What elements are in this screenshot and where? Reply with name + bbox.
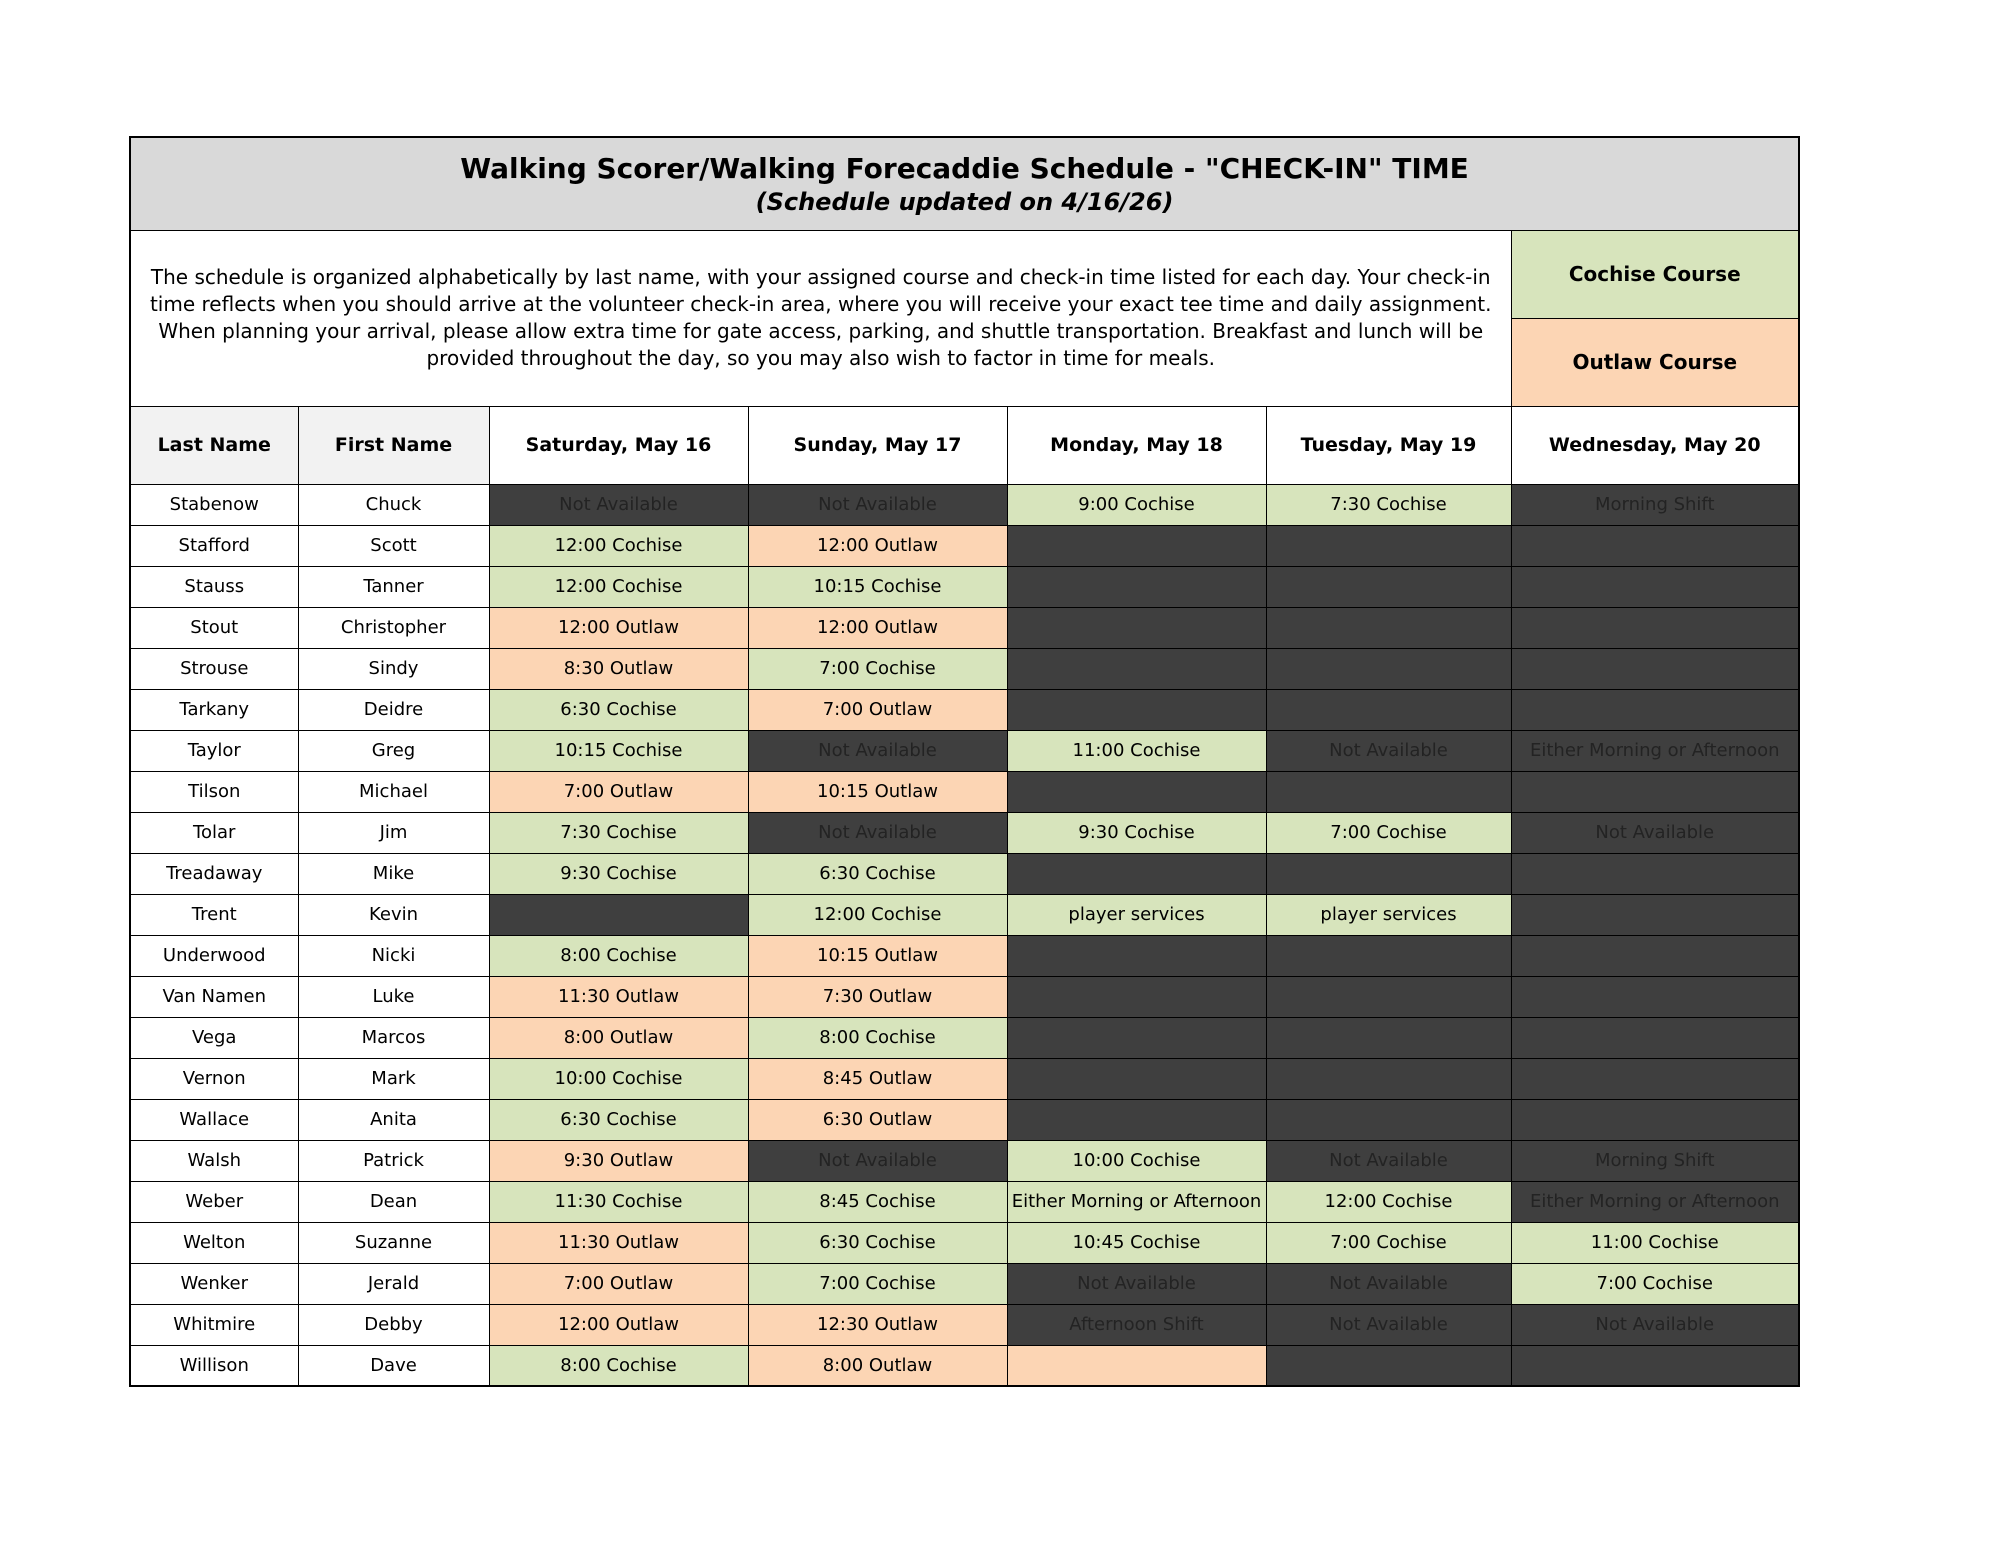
first-name-cell: Patrick — [298, 1140, 489, 1181]
table-row — [130, 771, 1799, 812]
schedule-cell: Afternoon Shift — [1007, 1304, 1266, 1345]
schedule-cell: Morning Shift — [1511, 1140, 1799, 1181]
schedule-cell — [489, 894, 748, 935]
first-name-cell: Mike — [298, 853, 489, 894]
schedule-cell: Not Available — [1511, 812, 1799, 853]
table-row — [130, 1058, 1799, 1099]
schedule-cell — [1007, 648, 1266, 689]
schedule-cell: 8:45 Outlaw — [748, 1058, 1007, 1099]
schedule-cell: 11:30 Outlaw — [489, 976, 748, 1017]
schedule-cell — [1511, 1017, 1799, 1058]
table-row — [130, 1345, 1799, 1386]
schedule-cell: 8:00 Cochise — [748, 1017, 1007, 1058]
schedule-cell: Not Available — [748, 812, 1007, 853]
description-row — [130, 230, 1799, 318]
legend-outlaw: Outlaw Course — [1511, 318, 1799, 406]
schedule-cell: 6:30 Outlaw — [748, 1099, 1007, 1140]
schedule-cell — [1511, 1345, 1799, 1386]
last-name-cell: Stauss — [130, 566, 298, 607]
schedule-cell: Either Morning or Afternoon — [1511, 730, 1799, 771]
schedule-cell: 8:45 Cochise — [748, 1181, 1007, 1222]
schedule-cell: Not Available — [1266, 730, 1511, 771]
schedule-cell: 7:00 Outlaw — [748, 689, 1007, 730]
column-header-tuesday: Tuesday, May 19 — [1266, 406, 1511, 484]
schedule-cell — [1511, 689, 1799, 730]
schedule-cell: 9:00 Cochise — [1007, 484, 1266, 525]
first-name-cell: Marcos — [298, 1017, 489, 1058]
table-row — [130, 525, 1799, 566]
table-row — [130, 894, 1799, 935]
table-row — [130, 689, 1799, 730]
schedule-cell — [1266, 1345, 1511, 1386]
schedule-cell — [1266, 935, 1511, 976]
schedule-cell — [1511, 1099, 1799, 1140]
first-name-cell: Mark — [298, 1058, 489, 1099]
legend-cochise: Cochise Course — [1511, 230, 1799, 318]
table-row — [130, 1181, 1799, 1222]
schedule-cell: Not Available — [748, 1140, 1007, 1181]
first-name-cell: Deidre — [298, 689, 489, 730]
schedule-cell: Not Available — [748, 730, 1007, 771]
schedule-cell: 9:30 Cochise — [489, 853, 748, 894]
schedule-cell: 7:00 Cochise — [748, 648, 1007, 689]
schedule-cell — [1511, 1058, 1799, 1099]
schedule-cell: 12:00 Outlaw — [489, 1304, 748, 1345]
table-row — [130, 648, 1799, 689]
last-name-cell: Wallace — [130, 1099, 298, 1140]
schedule-cell — [1266, 648, 1511, 689]
schedule-cell: player services — [1266, 894, 1511, 935]
first-name-cell: Luke — [298, 976, 489, 1017]
schedule-cell — [1511, 648, 1799, 689]
schedule-cell — [1511, 853, 1799, 894]
schedule-cell — [1511, 771, 1799, 812]
page-subtitle: (Schedule updated on 4/16/26) — [755, 187, 1174, 216]
schedule-cell: 8:00 Outlaw — [748, 1345, 1007, 1386]
schedule-cell: Morning Shift — [1511, 484, 1799, 525]
schedule-cell: Either Morning or Afternoon — [1511, 1181, 1799, 1222]
schedule-cell: 12:00 Outlaw — [489, 607, 748, 648]
first-name-cell: Kevin — [298, 894, 489, 935]
last-name-cell: Stout — [130, 607, 298, 648]
last-name-cell: Wenker — [130, 1263, 298, 1304]
schedule-cell — [1007, 689, 1266, 730]
schedule-cell: player services — [1007, 894, 1266, 935]
schedule-cell — [1266, 566, 1511, 607]
title-bar — [130, 137, 1799, 230]
table-row — [130, 730, 1799, 771]
schedule-cell: 10:15 Cochise — [748, 566, 1007, 607]
schedule-cell — [1266, 1058, 1511, 1099]
schedule-cell — [1266, 1099, 1511, 1140]
schedule-cell — [1007, 771, 1266, 812]
table-row — [130, 853, 1799, 894]
schedule-cell — [1007, 935, 1266, 976]
last-name-cell: Van Namen — [130, 976, 298, 1017]
schedule-cell: 10:15 Cochise — [489, 730, 748, 771]
table-row — [130, 1099, 1799, 1140]
schedule-body — [130, 484, 1799, 1386]
schedule-cell: 11:00 Cochise — [1007, 730, 1266, 771]
schedule-cell — [1007, 607, 1266, 648]
schedule-cell — [1007, 1099, 1266, 1140]
schedule-cell — [1266, 525, 1511, 566]
table-row — [130, 1263, 1799, 1304]
schedule-cell — [1007, 853, 1266, 894]
schedule-cell: 10:15 Outlaw — [748, 935, 1007, 976]
schedule-cell — [1266, 689, 1511, 730]
last-name-cell: Stabenow — [130, 484, 298, 525]
header-row — [130, 406, 1799, 484]
schedule-cell: 9:30 Outlaw — [489, 1140, 748, 1181]
schedule-cell: 6:30 Cochise — [748, 853, 1007, 894]
schedule-cell — [1007, 525, 1266, 566]
schedule-cell: 7:00 Cochise — [1266, 812, 1511, 853]
schedule-cell — [1266, 976, 1511, 1017]
last-name-cell: Willison — [130, 1345, 298, 1386]
first-name-cell: Nicki — [298, 935, 489, 976]
first-name-cell: Michael — [298, 771, 489, 812]
schedule-cell: 12:00 Cochise — [1266, 1181, 1511, 1222]
schedule-cell: Not Available — [748, 484, 1007, 525]
schedule-cell: 7:00 Cochise — [1266, 1222, 1511, 1263]
schedule-cell — [1266, 771, 1511, 812]
schedule-cell — [1511, 894, 1799, 935]
schedule-cell: Not Available — [1007, 1263, 1266, 1304]
schedule-cell: 7:30 Cochise — [489, 812, 748, 853]
last-name-cell: Welton — [130, 1222, 298, 1263]
last-name-cell: Stafford — [130, 525, 298, 566]
schedule-cell — [1511, 607, 1799, 648]
table-row — [130, 607, 1799, 648]
last-name-cell: Underwood — [130, 935, 298, 976]
schedule-cell: 7:30 Cochise — [1266, 484, 1511, 525]
last-name-cell: Vernon — [130, 1058, 298, 1099]
table-row — [130, 1017, 1799, 1058]
last-name-cell: Tolar — [130, 812, 298, 853]
schedule-cell — [1266, 853, 1511, 894]
schedule-cell — [1007, 1058, 1266, 1099]
table-row — [130, 812, 1799, 853]
schedule-cell: 7:00 Cochise — [748, 1263, 1007, 1304]
schedule-cell: 7:00 Outlaw — [489, 1263, 748, 1304]
schedule-cell — [1007, 566, 1266, 607]
first-name-cell: Anita — [298, 1099, 489, 1140]
schedule-cell: 8:00 Outlaw — [489, 1017, 748, 1058]
schedule-cell — [1007, 1017, 1266, 1058]
table-row — [130, 976, 1799, 1017]
last-name-cell: Tilson — [130, 771, 298, 812]
column-header-sunday: Sunday, May 17 — [748, 406, 1007, 484]
column-header-monday: Monday, May 18 — [1007, 406, 1266, 484]
last-name-cell: Vega — [130, 1017, 298, 1058]
column-header-first-name: First Name — [298, 406, 489, 484]
schedule-cell: 10:00 Cochise — [1007, 1140, 1266, 1181]
schedule-cell: Not Available — [1511, 1304, 1799, 1345]
last-name-cell: Tarkany — [130, 689, 298, 730]
table-row — [130, 1304, 1799, 1345]
first-name-cell: Chuck — [298, 484, 489, 525]
schedule-table — [129, 136, 1800, 1387]
schedule-cell: Not Available — [489, 484, 748, 525]
first-name-cell: Dave — [298, 1345, 489, 1386]
schedule-cell — [1007, 1345, 1266, 1386]
table-row — [130, 1222, 1799, 1263]
schedule-cell: 9:30 Cochise — [1007, 812, 1266, 853]
first-name-cell: Christopher — [298, 607, 489, 648]
title-row — [130, 137, 1799, 230]
column-header-saturday: Saturday, May 16 — [489, 406, 748, 484]
first-name-cell: Suzanne — [298, 1222, 489, 1263]
schedule-cell: 12:30 Outlaw — [748, 1304, 1007, 1345]
first-name-cell: Jerald — [298, 1263, 489, 1304]
schedule-cell: Either Morning or Afternoon — [1007, 1181, 1266, 1222]
last-name-cell: Walsh — [130, 1140, 298, 1181]
schedule-cell: 12:00 Outlaw — [748, 607, 1007, 648]
first-name-cell: Debby — [298, 1304, 489, 1345]
schedule-cell: 8:00 Cochise — [489, 1345, 748, 1386]
schedule-cell: 6:30 Cochise — [489, 1099, 748, 1140]
schedule-cell: 7:00 Outlaw — [489, 771, 748, 812]
schedule-cell: 12:00 Outlaw — [748, 525, 1007, 566]
schedule-cell: 10:15 Outlaw — [748, 771, 1007, 812]
last-name-cell: Strouse — [130, 648, 298, 689]
last-name-cell: Treadaway — [130, 853, 298, 894]
first-name-cell: Greg — [298, 730, 489, 771]
last-name-cell: Taylor — [130, 730, 298, 771]
table-row — [130, 935, 1799, 976]
schedule-cell: 7:30 Outlaw — [748, 976, 1007, 1017]
page-title: Walking Scorer/Walking Forecaddie Schedule - "CHECK-IN" TIME — [460, 151, 1469, 185]
schedule-cell: Not Available — [1266, 1263, 1511, 1304]
schedule-cell: 11:30 Outlaw — [489, 1222, 748, 1263]
schedule-cell — [1007, 976, 1266, 1017]
schedule-cell: 6:30 Cochise — [489, 689, 748, 730]
table-row — [130, 484, 1799, 525]
schedule-cell: 11:30 Cochise — [489, 1181, 748, 1222]
first-name-cell: Jim — [298, 812, 489, 853]
column-header-last-name: Last Name — [130, 406, 298, 484]
description-cell: The schedule is organized alphabetically by last name, with your assigned course and check-in time listed for each day. Your check-in time reflects when you should arrive at the volunteer check-in area, where you will receive your exact tee time and daily assignment. When planning your arrival, please allow extra time for gate access, parking, and shuttle transportation. Breakfast and lunch will be provided throughout the day, so you may also wish to factor in time for meals. — [130, 230, 1511, 406]
schedule-cell: 10:45 Cochise — [1007, 1222, 1266, 1263]
schedule-cell: 12:00 Cochise — [748, 894, 1007, 935]
last-name-cell: Whitmire — [130, 1304, 298, 1345]
first-name-cell: Tanner — [298, 566, 489, 607]
schedule-cell — [1511, 566, 1799, 607]
table-row — [130, 1140, 1799, 1181]
first-name-cell: Dean — [298, 1181, 489, 1222]
schedule-cell: 12:00 Cochise — [489, 525, 748, 566]
schedule-cell — [1266, 1017, 1511, 1058]
first-name-cell: Sindy — [298, 648, 489, 689]
first-name-cell: Scott — [298, 525, 489, 566]
schedule-cell: 6:30 Cochise — [748, 1222, 1007, 1263]
schedule-cell: 12:00 Cochise — [489, 566, 748, 607]
schedule-cell — [1511, 976, 1799, 1017]
last-name-cell: Weber — [130, 1181, 298, 1222]
schedule-cell — [1511, 935, 1799, 976]
schedule-cell: Not Available — [1266, 1140, 1511, 1181]
schedule-cell: 8:30 Outlaw — [489, 648, 748, 689]
table-row — [130, 566, 1799, 607]
last-name-cell: Trent — [130, 894, 298, 935]
schedule-cell: 7:00 Cochise — [1511, 1263, 1799, 1304]
schedule-cell: Not Available — [1266, 1304, 1511, 1345]
schedule-cell: 10:00 Cochise — [489, 1058, 748, 1099]
schedule-cell — [1266, 607, 1511, 648]
schedule-cell: 11:00 Cochise — [1511, 1222, 1799, 1263]
column-header-wednesday: Wednesday, May 20 — [1511, 406, 1799, 484]
schedule-cell: 8:00 Cochise — [489, 935, 748, 976]
schedule-cell — [1511, 525, 1799, 566]
